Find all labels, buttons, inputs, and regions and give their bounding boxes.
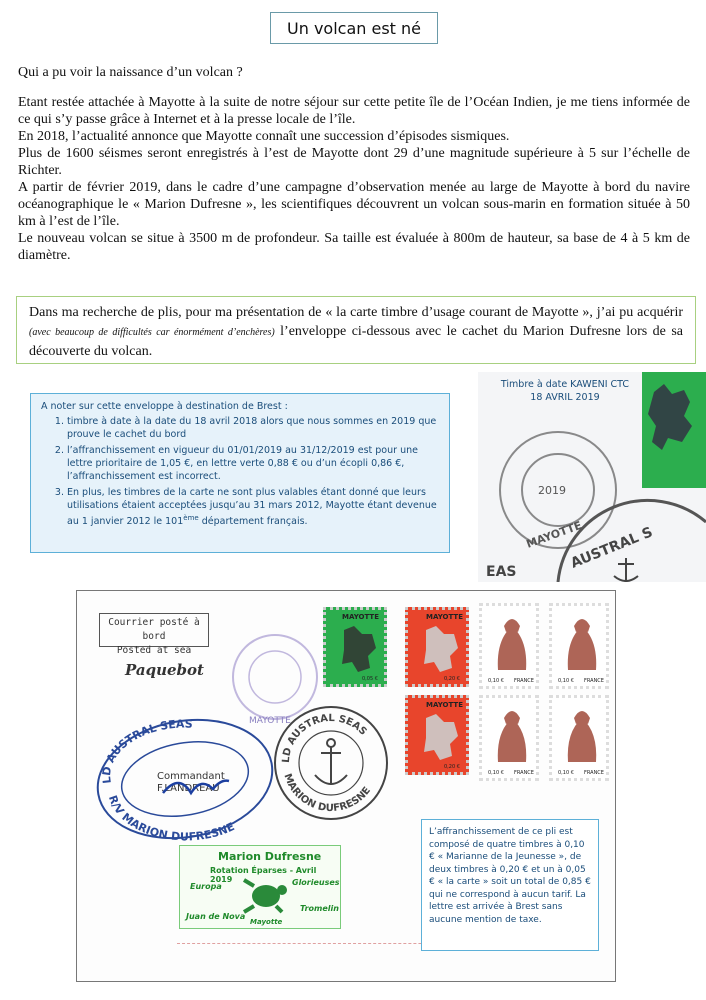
posted-at-sea-cachet: Courrier posté à bord Posted at sea [99,613,209,647]
marianne-portrait-icon [560,612,604,672]
notes-heading: A noter sur cette enveloppe à destination de Brest : [41,401,288,412]
marianne-portrait-icon [490,612,534,672]
purple-postmark-text: MAYOTTE [249,716,291,726]
turtle-icon [240,876,292,914]
seas-fragment-text: EAS [486,564,517,580]
paragraph: En 2018, l’actualité annonce que Mayotte connaît une succession d’épisodes sismiques. [18,129,510,144]
paragraph: Le nouveau volcan se situe à 3500 m de profondeur. Sa taille est évaluée à 800m de hauteur, sa base de 4 à 5 km de diamètre. [18,231,690,263]
page-title: Un volcan est né [270,12,438,44]
ld-stamp-bottom-text: R/V MARION DUFRESNE [105,793,237,843]
paragraph: Etant restée attachée à Mayotte à la suite de notre séjour sur cette petite île de l’Océan Indien, je me tiens informée de ce qui s’y passe grâce à Internet et à la presse locale de l’île. [18,95,690,127]
postmark-mayotte-text: MAYOTTE [524,518,584,551]
map-island-icon [336,624,380,674]
postmark-caption: Timbre à date KAWENI CTC 18 AVRIL 2019 [500,379,630,403]
note-item: 3. En plus, les timbres de la carte ne sont plus valables étant donné que leurs utilisations étaient acceptées jusqu’au 31 mars 2012, Mayotte étant devenue au 1 janvier 2012 le 101ème département français. [67,486,439,528]
marion-dufresne-rotation-cachet: Marion Dufresne Rotation Éparses - Avril 2019 Europa Glorieuses Juan de Nova Tromelin Mayotte [179,845,341,929]
research-aside: (avec beaucoup de difficultés car énormément d’enchères) [29,327,275,338]
stamp-marianne-010: 0,10 € FRANCE [549,695,609,781]
anchor-stamp-top-text: LD AUSTRAL SEAS [280,712,369,764]
map-island-icon [418,624,462,674]
stamp-mayotte-020: MAYOTTE 0,20 € [405,695,469,775]
envelope-image [76,590,616,982]
postage-total-note: L’affranchissement de ce pli est composé de quatre timbres à 0,10 € « Marianne de la Jeunesse », de deux timbres à 0,20 € et un à 0,05 € « la carte » soit un total de 0,85 € qui ne correspond à aucun tarif. La lettre est arrivée à Brest sans aucune mention de taxe. [421,819,599,951]
article-body [18,94,690,264]
stamp-marianne-010: 0,10 € FRANCE [479,603,539,689]
ld-stamp-top-text: LD AUSTRAL SEAS [99,717,193,785]
notes-list [41,415,439,528]
paquebot-cachet: Paquebot [125,661,204,679]
stamp-marianne-010: 0,10 € FRANCE [479,695,539,781]
note-item: 2. l’affranchissement en vigueur du 01/01/2019 au 31/12/2019 est pour une lettre prioritaire de 1,05 €, en lettre verte 0,88 € ou d’un écopli 0,86 €, l’affranchissement est incorrect. [67,444,439,483]
anchor-stamp-bottom-text: MARION DUFRESNE [281,772,374,815]
question-line: Qui a pu voir la naissance d’un volcan ? [18,65,243,80]
ld-stamp-line2: F.LANDREAU [157,783,220,794]
envelope-notes-box [30,393,450,553]
anchor-icon [315,739,347,785]
research-box: Dans ma recherche de plis, pour ma présentation de « la carte timbre d’usage courant de Mayotte », j’ai pu acquérir (avec beaucoup de difficultés car énormément d’enchères) l’enveloppe ci-dessous avec le cachet du Marion Dufresne lors de sa découverte du volcan. [16,296,696,364]
stamp-mayotte-005: MAYOTTE 0,05 € [323,607,387,687]
marianne-portrait-icon [560,704,604,764]
paragraph: Plus de 1600 séismes seront enregistrés à l’est de Mayotte dont 29 d’une magnitude supérieure à 5 sur l’échelle de Richter. [18,146,690,178]
map-island-icon [418,712,462,762]
stamp-marianne-010: 0,10 € FRANCE [549,603,609,689]
note-item: 1. timbre à date à la date du 18 avril 2018 alors que nous sommes en 2019 que prouve le cachet du bord [67,415,439,441]
anchor-icon [614,558,638,582]
anchor-round-stamp [269,701,393,825]
marianne-portrait-icon [490,704,534,764]
austral-seas-text: AUSTRAL S [568,524,656,572]
ld-stamp-line1: Commandant [157,771,225,782]
stamp-mayotte-020: MAYOTTE 0,20 € [405,607,469,687]
paragraph: A partir de février 2019, dans le cadre d’une campagne d’observation menée au large de Mayotte à bord du navire océanographique le « Marion Dufresne », les scientifiques découvrent un volcan sous-marin en formation située à 50 km à l’est de l’île. [18,180,690,229]
ld-austral-seas-stamp [87,713,283,843]
postmark-center-text: 2019 [538,484,566,497]
